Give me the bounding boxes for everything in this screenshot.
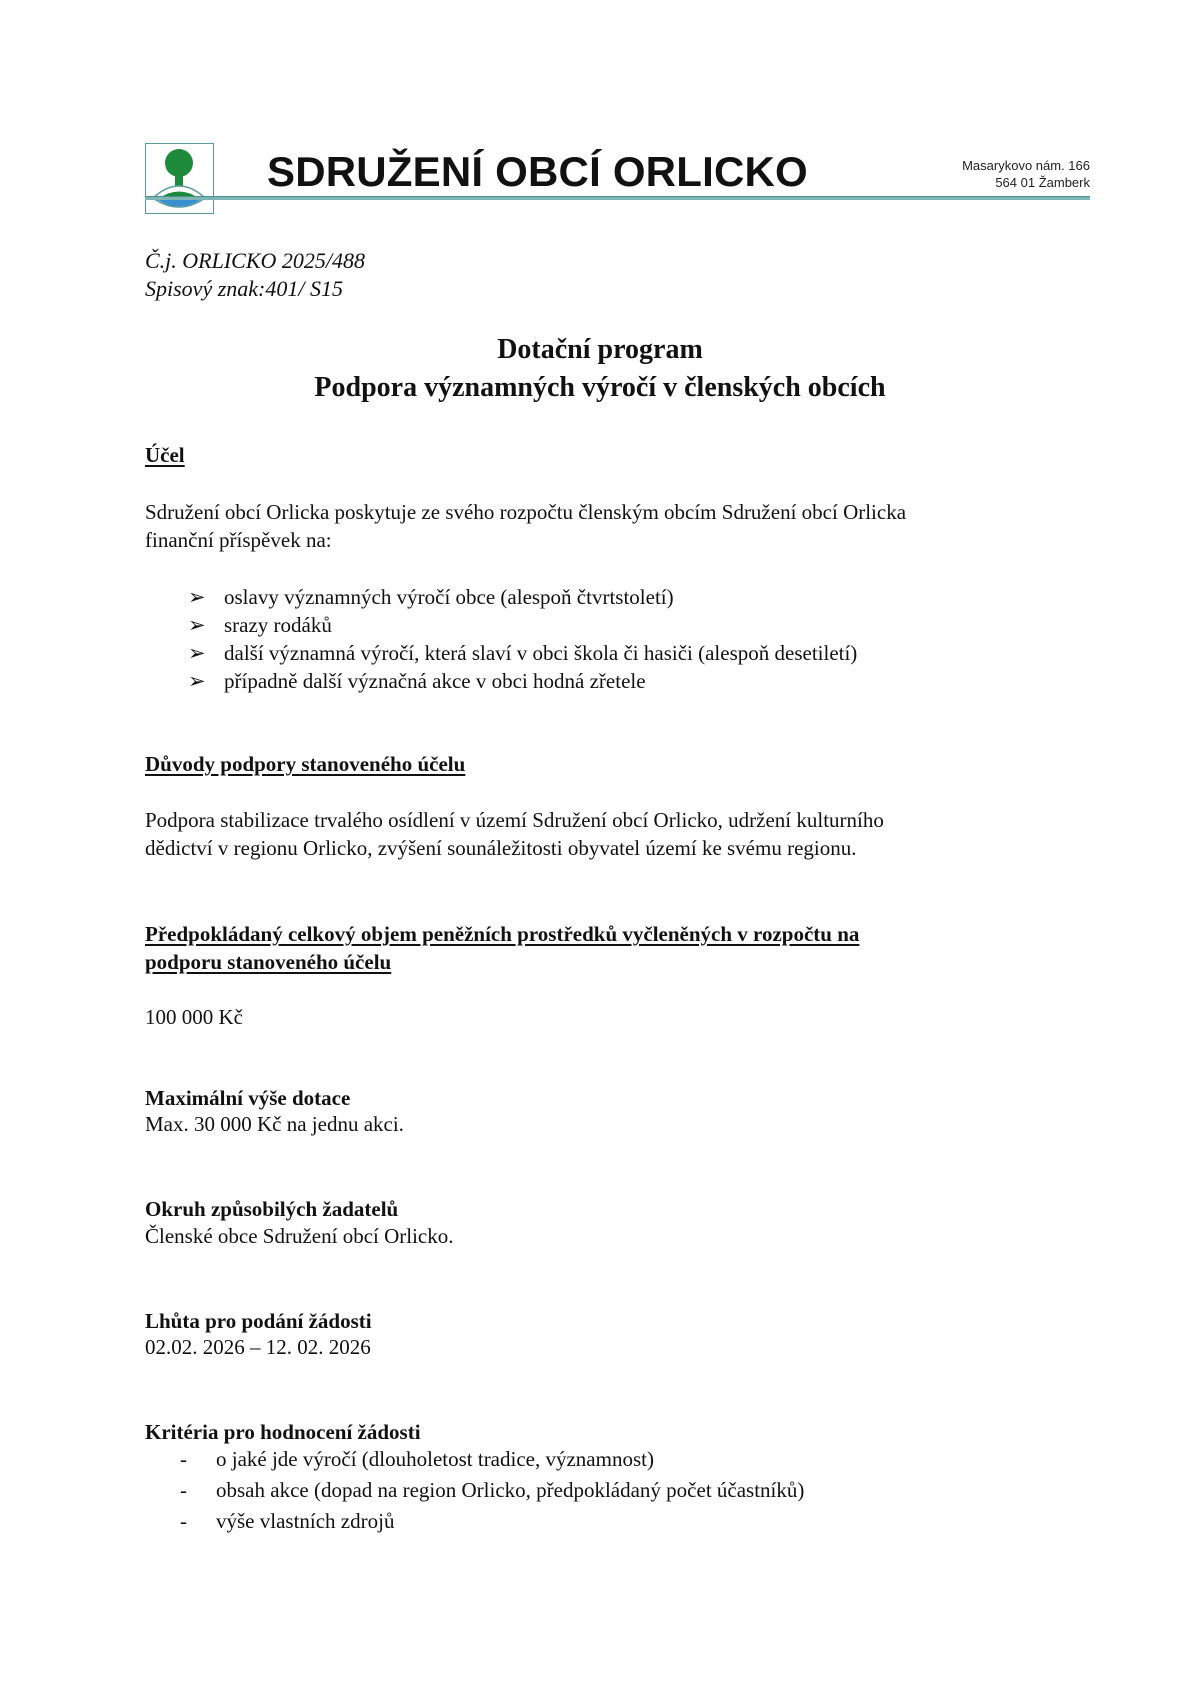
dash-bullet-icon: - (180, 1509, 187, 1533)
list-item (188, 639, 857, 667)
purpose-intro (145, 498, 906, 554)
arrow-bullet-icon: ➢ (188, 585, 206, 609)
list-item-text: další významná výročí, která slaví v obci škola či hasiči (alespoň desetiletí) (224, 641, 858, 665)
dash-bullet-icon: - (180, 1478, 187, 1502)
document-subtitle: Podpora významných výročí v členských obcích (314, 372, 886, 403)
deadline-heading: Lhůta pro podání žádosti (145, 1309, 372, 1333)
purpose-intro-line: Sdružení obcí Orlicka poskytuje ze svého rozpočtu členským obcím Sdružení obcí Orlicka (145, 500, 907, 524)
list-item (180, 1444, 804, 1475)
criteria-list (180, 1444, 804, 1537)
dash-bullet-icon: - (180, 1447, 187, 1471)
max-grant-text: Max. 30 000 Kč na jednu akci. (145, 1112, 404, 1136)
organization-logo (145, 143, 214, 214)
deadline-text: 02.02. 2026 – 12. 02. 2026 (145, 1335, 371, 1359)
address-city: 564 01 Žamberk (995, 175, 1090, 190)
list-item-text: o jaké jde výročí (dlouholetost tradice, významnost) (216, 1447, 654, 1471)
list-item-text: obsah akce (dopad na region Orlicko, předpokládaný počet účastníků) (216, 1478, 805, 1502)
list-item-text: případně další význačná akce v obci hodná zřetele (224, 669, 646, 693)
list-item (188, 583, 857, 611)
list-item-text: výše vlastních zdrojů (216, 1509, 395, 1533)
list-item (188, 667, 857, 695)
budget-heading (145, 920, 859, 976)
reasons-text (145, 806, 884, 862)
applicants-heading: Okruh způsobilých žadatelů (145, 1197, 399, 1221)
budget-amount: 100 000 Kč (145, 1005, 243, 1029)
arrow-bullet-icon: ➢ (188, 641, 206, 665)
reasons-heading: Důvody podpory stanoveného účelu (145, 752, 466, 776)
applicants-text: Členské obce Sdružení obcí Orlicko. (145, 1224, 454, 1248)
list-item (180, 1475, 804, 1506)
criteria-heading: Kritéria pro hodnocení žádosti (145, 1420, 421, 1444)
budget-heading-line: podporu stanoveného účelu (145, 950, 392, 974)
list-item (180, 1506, 804, 1537)
case-number: Č.j. ORLICKO 2025/488 (145, 248, 366, 273)
organization-address (962, 157, 1090, 191)
reasons-line: dědictví v regionu Orlicko, zvýšení sounáležitosti obyvatel území ke svému regionu. (145, 836, 857, 860)
tree-water-logo-icon (146, 144, 212, 212)
purpose-list (188, 583, 857, 695)
file-mark: Spisový znak:401/ S15 (145, 276, 343, 301)
purpose-intro-line: finanční příspěvek na: (145, 528, 332, 552)
max-grant-heading: Maximální výše dotace (145, 1086, 351, 1110)
header-rule (145, 196, 1090, 200)
arrow-bullet-icon: ➢ (188, 613, 206, 637)
list-item-text: oslavy významných výročí obce (alespoň čtvrtstoletí) (224, 585, 674, 609)
document-title: Dotační program (497, 334, 703, 365)
purpose-heading: Účel (145, 443, 185, 467)
organization-name: SDRUŽENÍ OBCÍ ORLICKO (267, 148, 808, 195)
list-item (188, 611, 857, 639)
arrow-bullet-icon: ➢ (188, 669, 206, 693)
list-item-text: srazy rodáků (224, 613, 332, 637)
reasons-line: Podpora stabilizace trvalého osídlení v území Sdružení obcí Orlicko, udržení kulturního (145, 808, 884, 832)
budget-heading-line: Předpokládaný celkový objem peněžních prostředků vyčleněných v rozpočtu na (145, 922, 860, 946)
address-street: Masarykovo nám. 166 (962, 158, 1090, 173)
